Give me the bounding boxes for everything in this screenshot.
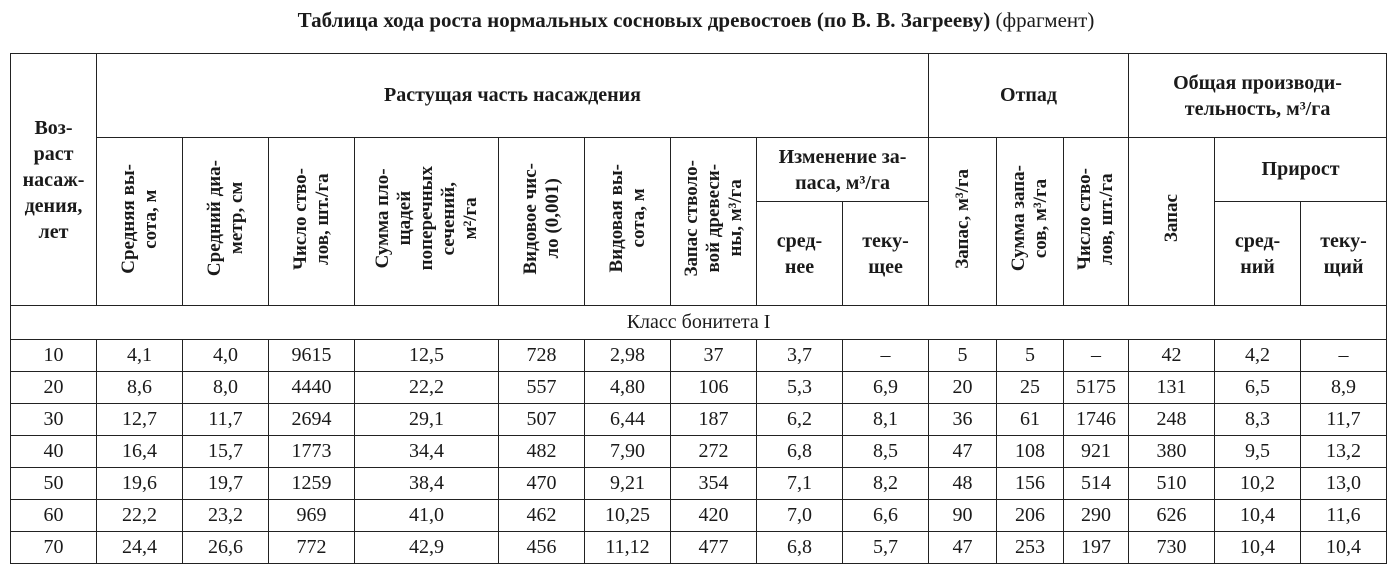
table-cell: 272 [671,436,757,468]
table-cell: 29,1 [355,404,499,436]
table-cell: 206 [997,500,1064,532]
table-cell: 24,4 [97,532,183,564]
table-cell: 20 [929,372,997,404]
class-row [11,306,1387,340]
table-cell: 7,0 [757,500,843,532]
table-row [11,500,1387,532]
table-cell: 557 [499,372,585,404]
table-cell: 1259 [269,468,355,500]
table-cell: 10,4 [1215,500,1301,532]
table-cell: 514 [1064,468,1129,500]
table-cell: 37 [671,340,757,372]
table-cell: 70 [11,532,97,564]
table-cell: 8,2 [843,468,929,500]
table-cell: 10,2 [1215,468,1301,500]
table-cell: 25 [997,372,1064,404]
table-cell: 34,4 [355,436,499,468]
table-cell: 11,6 [1301,500,1387,532]
table-cell: 38,4 [355,468,499,500]
table-cell: 60 [11,500,97,532]
col-change-current: теку- щее [843,202,929,306]
table-title-suffix: (фрагмент) [995,8,1095,32]
col-otpad-stock: Запас, м³/га [929,138,997,306]
table-cell: 354 [671,468,757,500]
table-cell: 10,4 [1301,532,1387,564]
col-basal-area: Сумма пло- щадей поперечных сечений, м²/га [355,138,499,306]
table-title-main: Таблица хода роста нормальных сосновых древостоев (по В. В. Загрееву) [297,8,991,32]
col-age-header: Воз- раст насаж- дения, лет [11,54,97,306]
table-cell: 108 [997,436,1064,468]
table-cell: 2694 [269,404,355,436]
table-cell: 19,7 [183,468,269,500]
col-inc-current: теку- щий [1301,202,1387,306]
table-cell: 42 [1129,340,1215,372]
table-cell: 510 [1129,468,1215,500]
table-cell: 42,9 [355,532,499,564]
productivity-header: Общая производи- тельность, м³/га [1129,54,1387,138]
table-cell: 248 [1129,404,1215,436]
growth-table [10,53,1387,564]
table-cell: 10,25 [585,500,671,532]
table-cell: 7,1 [757,468,843,500]
table-cell: 8,6 [97,372,183,404]
col-avg-diameter: Средний диа- метр, см [183,138,269,306]
table-cell: 3,7 [757,340,843,372]
table-cell: 728 [499,340,585,372]
table-cell: 106 [671,372,757,404]
table-cell: 5 [929,340,997,372]
table-cell: 420 [671,500,757,532]
table-cell: 6,6 [843,500,929,532]
table-cell: 6,2 [757,404,843,436]
table-cell: 6,44 [585,404,671,436]
table-cell: 626 [1129,500,1215,532]
table-cell: 5,3 [757,372,843,404]
stock-change-header: Изменение за- паса, м³/га [757,138,929,202]
table-cell: – [1301,340,1387,372]
table-cell: 456 [499,532,585,564]
col-change-avg: сред- нее [757,202,843,306]
table-cell: 156 [997,468,1064,500]
table-cell: 5 [997,340,1064,372]
col-form-height: Видовая вы- сота, м [585,138,671,306]
table-cell: 730 [1129,532,1215,564]
table-cell: 4,0 [183,340,269,372]
table-cell: 187 [671,404,757,436]
table-cell: 253 [997,532,1064,564]
table-row [11,436,1387,468]
table-cell: 16,4 [97,436,183,468]
table-cell: 26,6 [183,532,269,564]
table-cell: 47 [929,532,997,564]
col-inc-avg: сред- ний [1215,202,1301,306]
table-cell: 19,6 [97,468,183,500]
table-cell: 4440 [269,372,355,404]
table-cell: 5,7 [843,532,929,564]
growing-part-header: Растущая часть насаждения [97,54,929,138]
table-cell: 6,5 [1215,372,1301,404]
table-cell: 290 [1064,500,1129,532]
table-cell: 477 [671,532,757,564]
header-row-2 [11,138,1387,202]
table-cell: 13,0 [1301,468,1387,500]
table-cell: 462 [499,500,585,532]
table-cell: 380 [1129,436,1215,468]
table-cell: 36 [929,404,997,436]
table-row [11,532,1387,564]
table-cell: 41,0 [355,500,499,532]
table-title [0,6,1392,34]
table-cell: 10 [11,340,97,372]
table-cell: 8,5 [843,436,929,468]
table-cell: 15,7 [183,436,269,468]
table-cell: 9,5 [1215,436,1301,468]
col-stem-count: Число ство- лов, шт./га [269,138,355,306]
table-cell: 6,8 [757,436,843,468]
col-stock-volume: Запас стволо- вой древеси- ны, м³/га [671,138,757,306]
table-cell: 50 [11,468,97,500]
table-cell: 969 [269,500,355,532]
table-cell: 8,9 [1301,372,1387,404]
table-cell: 48 [929,468,997,500]
table-cell: 8,1 [843,404,929,436]
table-cell: 4,1 [97,340,183,372]
table-cell: 4,80 [585,372,671,404]
table-row [11,468,1387,500]
table-cell: 20 [11,372,97,404]
table-cell: 8,3 [1215,404,1301,436]
table-cell: 921 [1064,436,1129,468]
col-otpad-count: Число ство- лов, шт./га [1064,138,1129,306]
table-cell: 61 [997,404,1064,436]
table-cell: 6,9 [843,372,929,404]
table-cell: 90 [929,500,997,532]
table-body [11,340,1387,564]
col-otpad-sum: Сумма запа- сов, м³/га [997,138,1064,306]
table-cell: 30 [11,404,97,436]
table-cell: 197 [1064,532,1129,564]
class-label: Класс бонитета I [11,306,1387,340]
table-cell: 507 [499,404,585,436]
table-cell: 12,5 [355,340,499,372]
table-row [11,340,1387,372]
table-cell: 11,12 [585,532,671,564]
table-cell: 4,2 [1215,340,1301,372]
otpad-header: Отпад [929,54,1129,138]
table-cell: 22,2 [355,372,499,404]
table-cell: 23,2 [183,500,269,532]
table-cell: 13,2 [1301,436,1387,468]
table-cell: 6,8 [757,532,843,564]
table-cell: 1746 [1064,404,1129,436]
table-cell: 12,7 [97,404,183,436]
table-cell: 5175 [1064,372,1129,404]
col-prod-stock: Запас [1129,138,1215,306]
col-avg-height: Средняя вы- сота, м [97,138,183,306]
table-cell: 11,7 [1301,404,1387,436]
table-row [11,404,1387,436]
table-cell: 40 [11,436,97,468]
table-cell: 7,90 [585,436,671,468]
table-cell: 131 [1129,372,1215,404]
table-cell: 470 [499,468,585,500]
table-cell: 22,2 [97,500,183,532]
table-cell: 11,7 [183,404,269,436]
table-cell: 8,0 [183,372,269,404]
table-cell: 772 [269,532,355,564]
table-cell: 482 [499,436,585,468]
table-cell: – [843,340,929,372]
table-cell: 2,98 [585,340,671,372]
table-cell: – [1064,340,1129,372]
table-cell: 10,4 [1215,532,1301,564]
table-cell: 9615 [269,340,355,372]
table-cell: 1773 [269,436,355,468]
col-form-factor: Видовое чис- ло (0,001) [499,138,585,306]
header-row-1 [11,54,1387,138]
table-row [11,372,1387,404]
table-cell: 47 [929,436,997,468]
increment-header: Прирост [1215,138,1387,202]
table-cell: 9,21 [585,468,671,500]
